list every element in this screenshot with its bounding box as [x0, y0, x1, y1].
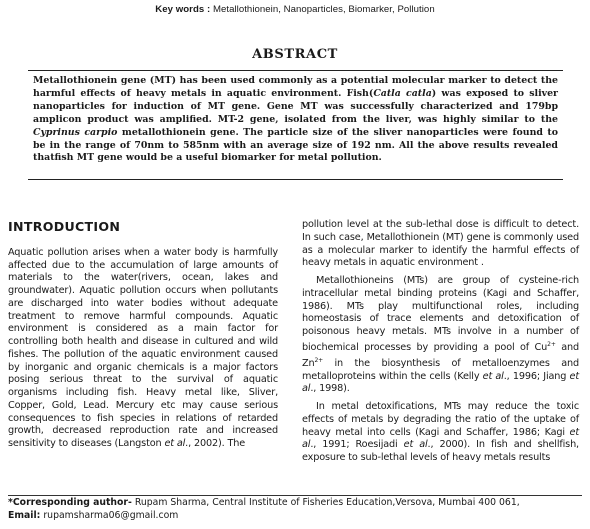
keywords-text: Metallothionein, Nanoparticles, Biomarker, Pollution: [212, 4, 435, 15]
right-p3-etal-2: et al: [403, 439, 428, 451]
left-column: [8, 218, 278, 451]
right-column: [302, 219, 579, 465]
abstract-part-2: ) was exposed to sliver nanoparticles for induction of MT gene. Gene MT was successfully characterized and 179bp amplicon product was amplified. MT-2 gene, isolated from the liver, was highly similar to the: [33, 87, 558, 125]
intro-p1-etal: et al: [164, 438, 186, 449]
footnote-divider: [8, 495, 582, 496]
right-p2-etal-2: et al: [302, 370, 580, 395]
introduction-heading: INTRODUCTION: [8, 219, 121, 234]
abstract-title: ABSTRACT: [252, 47, 338, 62]
email-address[interactable]: rupamsharma06@gmail.com: [40, 509, 179, 521]
email-line: [8, 510, 583, 523]
right-p2-text-e: ., 1998).: [310, 383, 350, 395]
abstract-part-3: metallothionein gene. The particle size of the sliver nanoparticles were found to be in the range of 70nm to 585nm with an average size of 192 nm. All the above results revealed thatfish MT gene would be a useful biomarker for metal pollution.: [33, 126, 558, 164]
right-paragraph-3: [302, 401, 579, 465]
zn-superscript: 2+: [314, 356, 324, 364]
keywords-line: [0, 4, 590, 15]
right-p2-text-c: in the biosynthesis of metalloenzymes and metalloproteins within the cells (Kelly: [302, 357, 579, 382]
corresponding-author-line: [8, 497, 583, 510]
right-p3-text-a: In metal detoxifications, MTs may reduce the toxic effects of metals by degrading the ratio of the uptake of heavy metal into cells (Kagi and Schaffer, 1986; Kagi: [302, 401, 579, 438]
cu-superscript: 2+: [547, 340, 556, 348]
abstract-species-1: Catla catla: [373, 87, 432, 99]
intro-paragraph-1: [8, 247, 278, 451]
right-p3-text-b: ., 1991; Roesijadi: [310, 439, 404, 451]
keywords-label: Key words :: [155, 4, 211, 15]
right-p3-etal-1: et al: [302, 426, 579, 451]
corresponding-author-text: Rupam Sharma, Central Institute of Fisheries Education,Versova, Mumbai 400 061,: [131, 497, 520, 508]
abstract-part-1: Metallothionein gene (MT) has been used commonly as a potential molecular marker to detect the harmful effects of heavy metals in aquatic environment. Fish(: [33, 75, 558, 99]
right-p2-text-b: and Zn: [302, 341, 579, 369]
right-paragraph-2: [302, 275, 579, 396]
right-paragraph-1: pollution level at the sub-lethal dose is difficult to detect. In such case, Metallothionein (MT) gene is commonly used as a molecular marker to identify the harmful effects of heavy metals in aquatic environment .: [302, 219, 579, 269]
email-label: Email:: [8, 509, 41, 521]
abstract-body: [28, 70, 563, 180]
right-p2-etal-1: et al: [482, 370, 504, 382]
intro-p1-text: Aquatic pollution arises when a water body is harmfully affected due to the accumulation of large amounts of materials to the water(rivers, ocean, lakes and groundwater). Aquatic pollution occurs when pollutants are discharged into water bodies without adequate treatment to remove harmful compounds. Aquatic environment is considered as a main factor for controlling both health and disease in cultured and wild fishes. The pollution of the aquatic environment caused by inorganic and organic chemicals is a major factors posing serious threat to the survival of aquatic organisms including fish. Heavy metal like, Sliver, Copper, Gold, Lead. Mercury etc may cause serious consequences to fish species in relations of retarded growth, decreased reproduction rate and increased sensitivity to diseases (Langston: [8, 246, 278, 449]
right-p2-text-d: ., 1996; Jiang: [503, 370, 570, 382]
right-p3-text-c: ., 2000). In fish and shellfish, exposure to sub-lethal levels of heavy metals results: [302, 439, 579, 464]
footnote: [8, 497, 583, 522]
intro-p1-tail: ., 2002). The: [185, 438, 246, 449]
abstract-species-2: Cyprinus carpio: [33, 126, 118, 138]
corresponding-author-label: *Corresponding author-: [8, 497, 132, 508]
right-p2-text-a: Metallothioneins (MTs) are group of cysteine-rich intracellular metal binding proteins (Kagi and Schaffer, 1986). MTs play multifunctional roles, including homeostasis of trace elements and detoxification of poisonous heavy metals. MTs involve in a number of biochemical processes by providing a pool of Cu: [302, 275, 579, 353]
